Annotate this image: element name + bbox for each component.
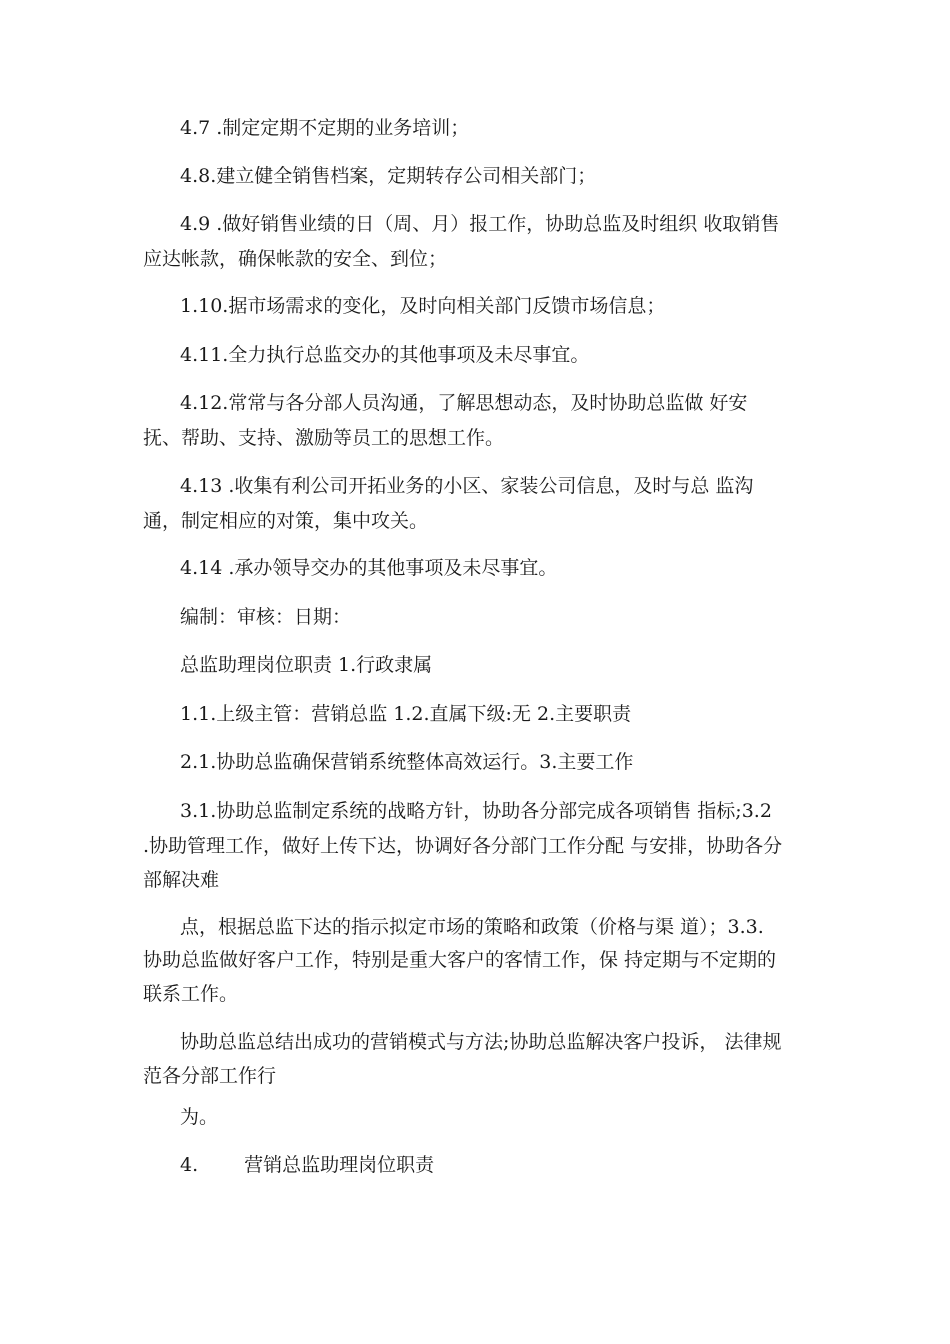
paragraph-line: 4.8.建立健全销售档案，定期转存公司相关部门；: [180, 165, 597, 187]
paragraph-line: 总监助理岗位职责 1.行政隶属: [180, 654, 433, 676]
paragraph-line: 1.1.上级主管：营销总监 1.2.直属下级:无 2.主要职责: [180, 703, 632, 725]
paragraph-line: 4.12.常常与各分部人员沟通，了解思想动态，及时协助总监做 好安: [180, 392, 748, 414]
paragraph-line: 部解决难: [143, 869, 220, 891]
paragraph-line: 范各分部工作行: [143, 1065, 277, 1087]
paragraph-line: 4.9 .做好销售业绩的日（周、月）报工作，协助总监及时组织 收取销售: [180, 213, 780, 235]
paragraph-line: 应达帐款，确保帐款的安全、到位；: [143, 248, 448, 270]
paragraph-line: 协助总监做好客户工作，特别是重大客户的客情工作，保 持定期与不定期的: [143, 949, 777, 971]
paragraph-line: 协助总监总结出成功的营销模式与方法;协助总监解决客户投诉， 法律规: [180, 1031, 782, 1053]
list-item-last: [180, 1153, 434, 1177]
paragraph-line: 点，根据总监下达的指示拟定市场的策略和政策（价格与渠 道）；3.3.: [180, 916, 764, 938]
paragraph-line: 联系工作。: [143, 983, 239, 1005]
paragraph-line: 4.7 .制定定期不定期的业务培训；: [180, 117, 470, 139]
list-item-text: 营销总监助理岗位职责: [244, 1154, 435, 1176]
paragraph-line: 4.14 .承办领导交办的其他事项及未尽事宜。: [180, 557, 558, 579]
paragraph-line: 抚、帮助、支持、激励等员工的思想工作。: [143, 427, 505, 449]
paragraph-line: 2.1.协助总监确保营销系统整体高效运行。3.主要工作: [180, 751, 634, 773]
paragraph-line: 通，制定相应的对策，集中攻关。: [143, 510, 429, 532]
list-item-number: 4.: [180, 1154, 199, 1176]
paragraph-line: 4.13 .收集有利公司开拓业务的小区、家装公司信息，及时与总 监沟: [180, 475, 754, 497]
paragraph-line: 编制：审核：日期：: [180, 606, 352, 628]
paragraph-line: 1.10.据市场需求的变化，及时向相关部门反馈市场信息；: [180, 295, 666, 317]
paragraph-line: 3.1.协助总监制定系统的战略方针，协助各分部完成各项销售 指标;3.2: [180, 800, 772, 822]
paragraph-line: 4.11.全力执行总监交办的其他事项及未尽事宜。: [180, 344, 590, 366]
paragraph-line: .协助管理工作，做好上传下达，协调好各分部门工作分配 与安排，协助各分: [143, 835, 783, 857]
paragraph-line: 为。: [180, 1106, 219, 1128]
